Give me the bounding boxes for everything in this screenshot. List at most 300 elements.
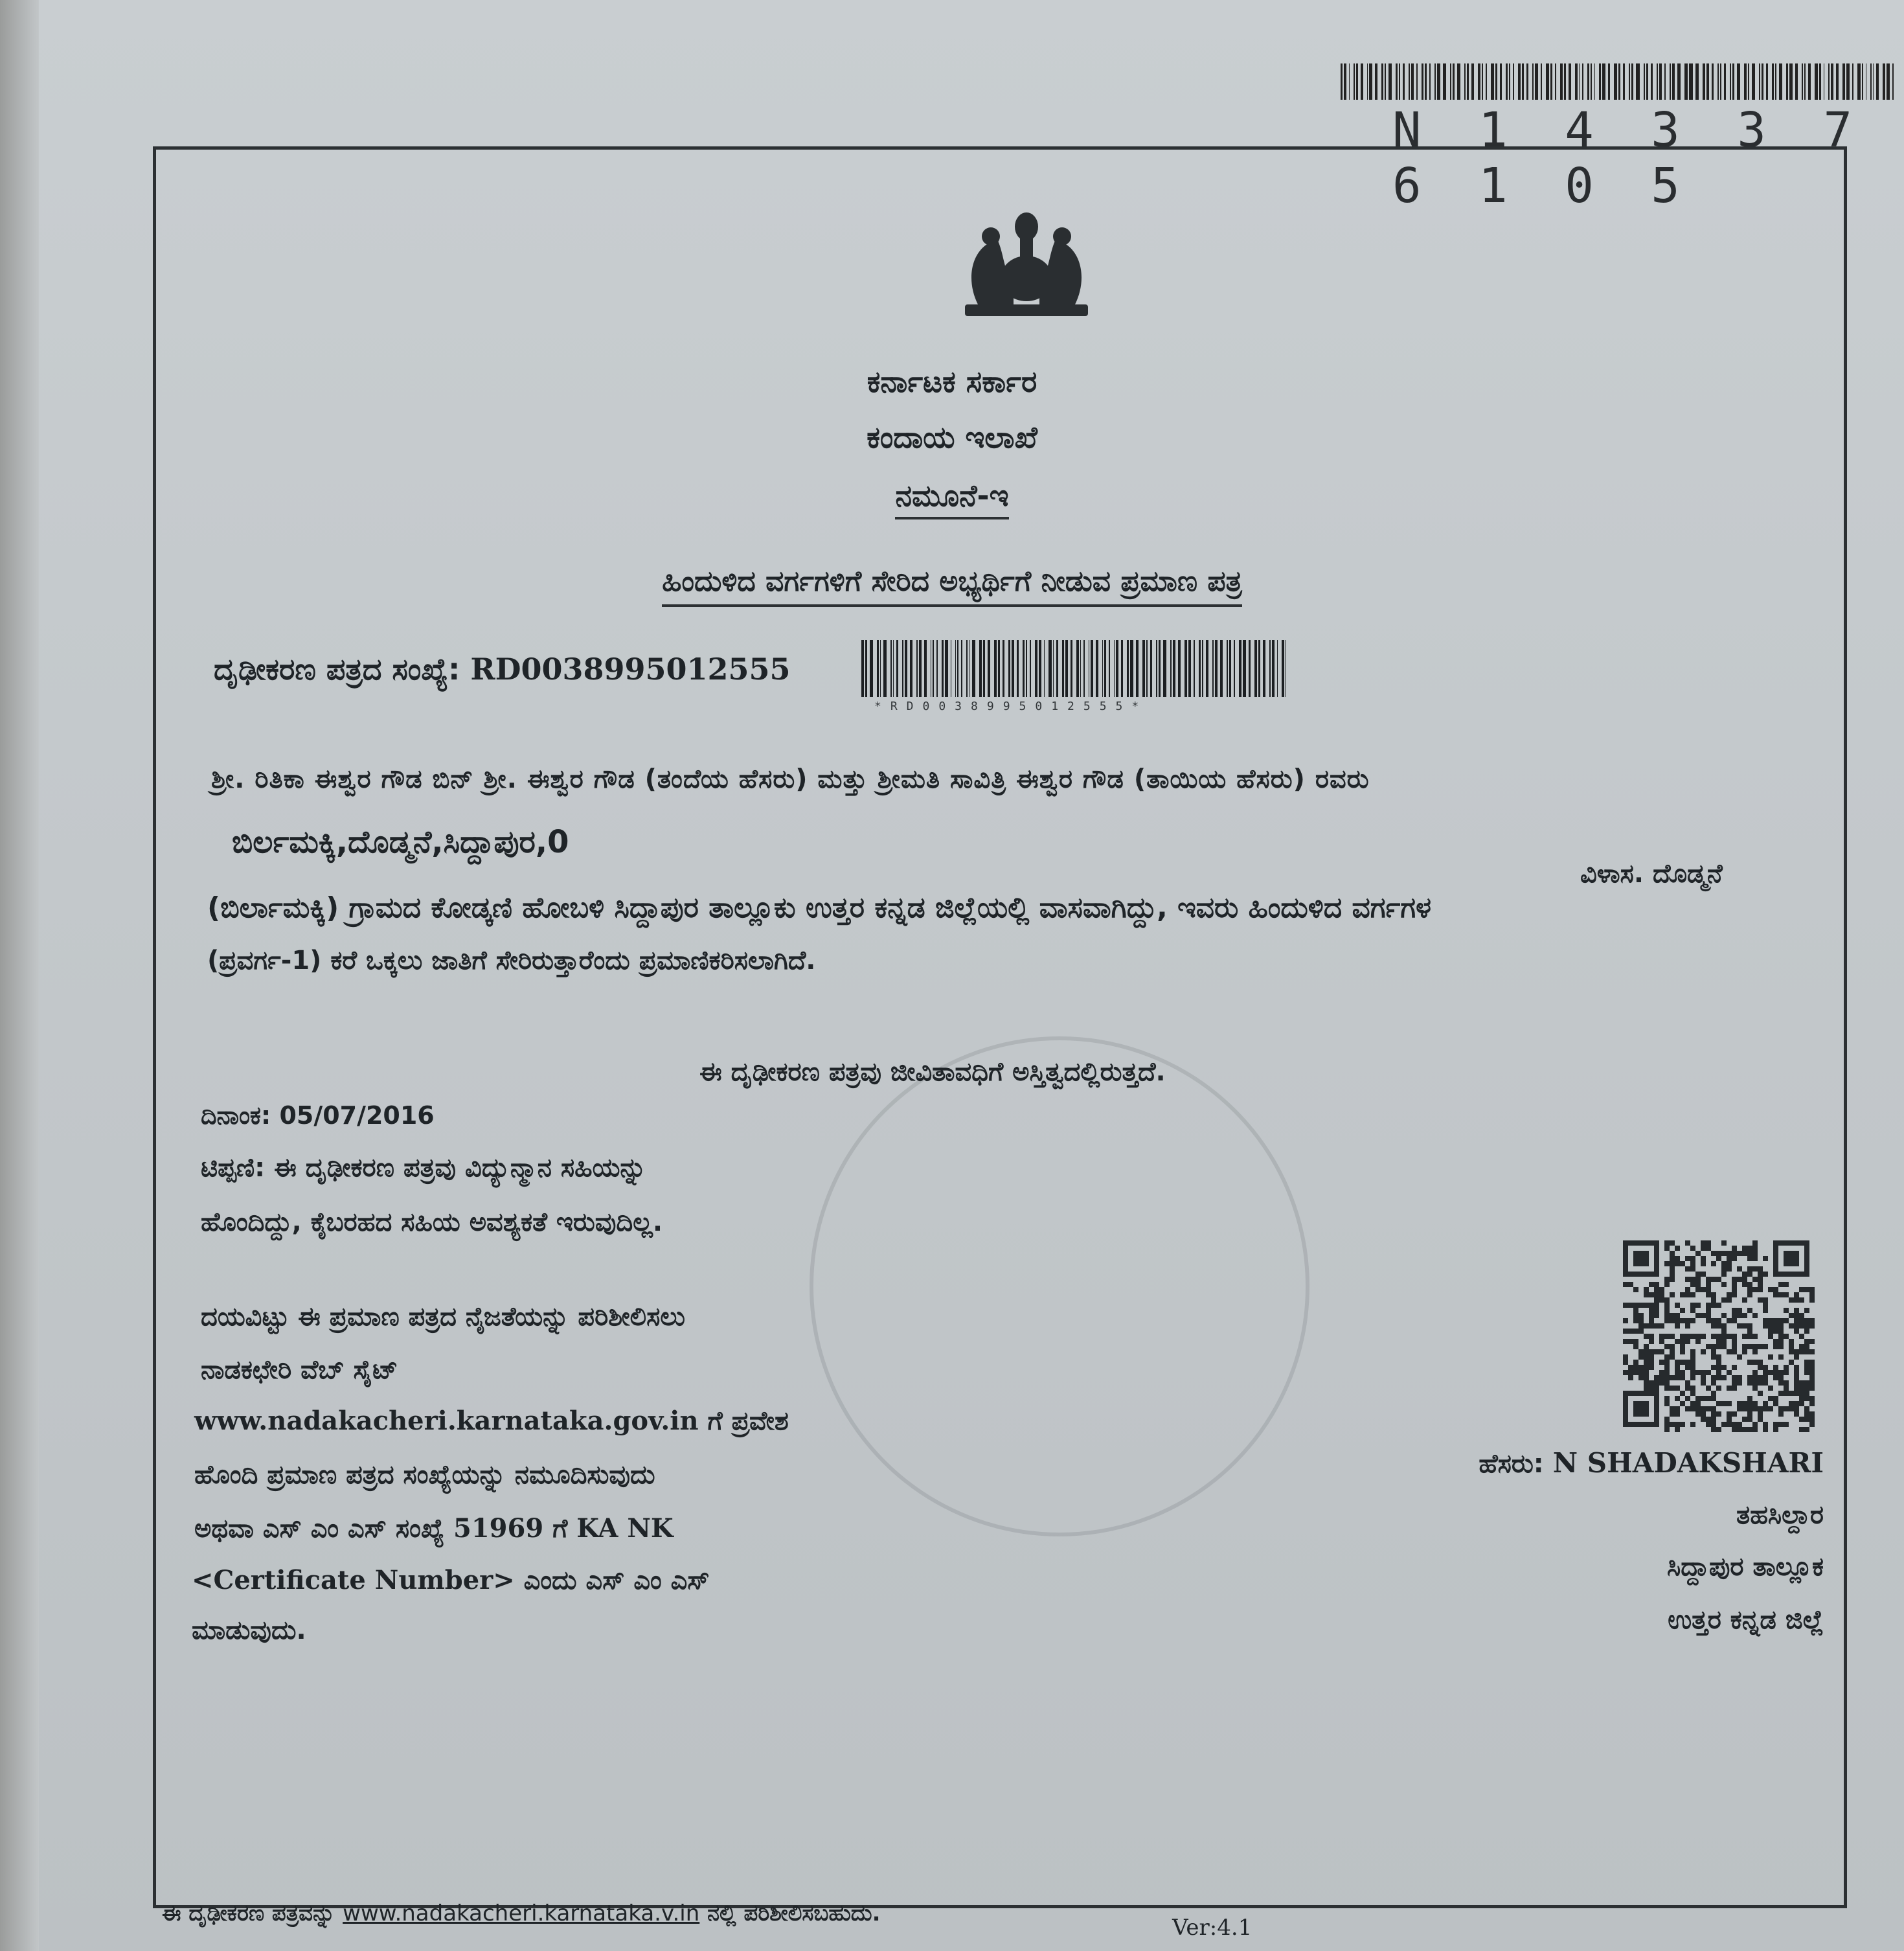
qr-module xyxy=(1644,1422,1649,1427)
qr-module xyxy=(1659,1380,1664,1386)
qr-module xyxy=(1799,1272,1804,1277)
qr-module xyxy=(1721,1282,1727,1287)
qr-module xyxy=(1644,1292,1649,1297)
qr-module xyxy=(1804,1272,1809,1277)
qr-module xyxy=(1695,1406,1701,1411)
qr-module xyxy=(1737,1401,1742,1406)
barcode-bar xyxy=(1369,63,1372,100)
qr-module xyxy=(1654,1251,1659,1256)
qr-module xyxy=(1752,1422,1758,1427)
barcode-bar xyxy=(1836,63,1839,100)
qr-module xyxy=(1778,1370,1784,1375)
certificate-number-label: ದೃಢೀಕರಣ ಪತ್ರದ ಸಂಖ್ಯೆ: xyxy=(214,652,460,687)
signatory-name-label: ಹೆಸರು: xyxy=(1479,1449,1544,1479)
barcode-bar xyxy=(1587,63,1589,100)
barcode-bar xyxy=(1229,640,1232,697)
qr-module xyxy=(1638,1401,1644,1406)
qr-module xyxy=(1732,1318,1737,1323)
qr-module xyxy=(1644,1406,1649,1411)
barcode-bar xyxy=(1486,63,1487,100)
qr-module xyxy=(1732,1344,1737,1349)
sms-number: 51969 ಗೆ KA NK xyxy=(453,1513,674,1544)
barcode-bar xyxy=(1039,640,1042,697)
qr-module xyxy=(1664,1354,1670,1360)
qr-module xyxy=(1732,1380,1737,1386)
barcode-bar xyxy=(972,640,975,697)
qr-module xyxy=(1763,1422,1768,1427)
qr-module xyxy=(1716,1427,1721,1432)
qr-module xyxy=(1664,1318,1670,1323)
qr-module xyxy=(1794,1313,1799,1318)
qr-module xyxy=(1721,1261,1727,1266)
validity-statement: ಈ ದೃಢೀಕರಣ ಪತ್ರವು ಜೀವಿತಾವಧಿಗೆ ಅಸ್ತಿತ್ವದಲ್ಲಿರುತ್ತದೆ. xyxy=(699,1057,1166,1087)
qr-module xyxy=(1695,1272,1701,1277)
barcode-bar xyxy=(1202,640,1204,697)
qr-module xyxy=(1664,1344,1670,1349)
qr-module xyxy=(1670,1313,1675,1318)
qr-module xyxy=(1628,1303,1633,1308)
barcode-bar xyxy=(1873,63,1874,100)
qr-module xyxy=(1638,1365,1644,1370)
qr-module xyxy=(1747,1292,1752,1297)
qr-module xyxy=(1742,1251,1747,1256)
qr-module xyxy=(1675,1339,1680,1344)
qr-module xyxy=(1737,1251,1742,1256)
barcode-bar xyxy=(1491,63,1494,100)
qr-module xyxy=(1763,1380,1768,1386)
qr-module xyxy=(1701,1240,1706,1246)
qr-module xyxy=(1644,1386,1649,1391)
qr-module xyxy=(1752,1406,1758,1411)
barcode-bar xyxy=(1035,640,1037,697)
barcode-bar xyxy=(1802,63,1804,100)
barcode-bar xyxy=(1008,640,1010,697)
qr-module xyxy=(1675,1406,1680,1411)
version-label: Ver:4.1 xyxy=(1172,1915,1252,1941)
qr-module xyxy=(1716,1386,1721,1391)
qr-module xyxy=(1675,1427,1680,1432)
barcode-bar xyxy=(1779,63,1782,100)
barcode-bar xyxy=(1819,63,1820,100)
qr-module xyxy=(1654,1287,1659,1292)
qr-module xyxy=(1768,1406,1773,1411)
barcode-bar xyxy=(1249,640,1251,697)
qr-module xyxy=(1768,1318,1773,1323)
qr-module xyxy=(1809,1287,1815,1292)
qr-module xyxy=(1758,1417,1763,1422)
qr-module xyxy=(1695,1401,1701,1406)
qr-module xyxy=(1773,1287,1778,1292)
qr-module xyxy=(1633,1422,1638,1427)
barcode-bar xyxy=(1509,63,1510,100)
qr-module xyxy=(1804,1370,1809,1375)
qr-module xyxy=(1706,1282,1711,1287)
qr-module xyxy=(1623,1417,1628,1422)
barcode-bar xyxy=(1717,63,1718,100)
qr-module xyxy=(1659,1297,1664,1303)
qr-module xyxy=(1773,1396,1778,1401)
qr-module xyxy=(1773,1318,1778,1323)
qr-module xyxy=(1784,1256,1789,1261)
barcode-bar xyxy=(1080,640,1081,697)
qr-module xyxy=(1789,1272,1794,1277)
qr-module xyxy=(1732,1313,1737,1318)
qr-module xyxy=(1711,1349,1716,1354)
qr-module xyxy=(1799,1334,1804,1339)
qr-module xyxy=(1664,1360,1670,1365)
barcode-bar xyxy=(1614,63,1617,100)
qr-module xyxy=(1701,1246,1706,1251)
qr-module xyxy=(1623,1354,1628,1360)
barcode-bar xyxy=(1831,63,1833,100)
note-line-1: ಟಿಪ್ಪಣಿ: ಈ ದೃಢೀಕರಣ ಪತ್ರವು ವಿದ್ಯುನ್ಮಾನ ಸಹಿಯನ್ನು xyxy=(201,1153,646,1183)
qr-module xyxy=(1675,1370,1680,1375)
qr-module xyxy=(1638,1251,1644,1256)
barcode-bar xyxy=(1388,63,1391,100)
qr-module xyxy=(1716,1256,1721,1261)
barcode-bar xyxy=(1411,63,1414,100)
footer-link[interactable]: www.nadakacheri.karnataka.v.in xyxy=(343,1900,700,1926)
qr-module xyxy=(1633,1240,1638,1246)
qr-module xyxy=(1654,1375,1659,1380)
qr-module xyxy=(1721,1375,1727,1380)
qr-module xyxy=(1727,1318,1732,1323)
qr-module xyxy=(1727,1251,1732,1256)
qr-module xyxy=(1763,1303,1768,1308)
qr-module xyxy=(1623,1246,1628,1251)
qr-module xyxy=(1680,1375,1685,1380)
qr-module xyxy=(1716,1323,1721,1329)
qr-module xyxy=(1680,1318,1685,1323)
qr-module xyxy=(1758,1287,1763,1292)
certificate-title-text: ಹಿಂದುಳಿದ ವರ್ಗಗಳಿಗೆ ಸೇರಿದ ಅಭ್ಯರ್ಥಿಗೆ ನೀಡುವ ಪ್ರಮಾಣ ಪತ್ರ xyxy=(662,565,1241,607)
barcode-bar xyxy=(1712,63,1714,100)
qr-module xyxy=(1742,1282,1747,1287)
qr-module xyxy=(1747,1272,1752,1277)
qr-module xyxy=(1675,1318,1680,1323)
qr-module xyxy=(1742,1349,1747,1354)
qr-module xyxy=(1716,1277,1721,1282)
barcode-bar xyxy=(1121,640,1123,697)
qr-module xyxy=(1732,1386,1737,1391)
qr-module xyxy=(1685,1277,1690,1282)
qr-module xyxy=(1763,1323,1768,1329)
qr-module xyxy=(1794,1354,1799,1360)
qr-module xyxy=(1763,1256,1768,1261)
qr-module xyxy=(1778,1323,1784,1329)
qr-module xyxy=(1768,1329,1773,1334)
qr-module xyxy=(1716,1318,1721,1323)
qr-module xyxy=(1685,1292,1690,1297)
qr-module xyxy=(1789,1256,1794,1261)
qr-module xyxy=(1809,1396,1815,1401)
qr-module xyxy=(1654,1266,1659,1272)
qr-module xyxy=(1758,1266,1763,1272)
barcode-bar xyxy=(1443,63,1446,100)
qr-module xyxy=(1664,1396,1670,1401)
qr-module xyxy=(1732,1411,1737,1417)
barcode-bar xyxy=(1026,640,1027,697)
qr-module xyxy=(1654,1411,1659,1417)
barcode-bar xyxy=(998,640,1000,697)
qr-module xyxy=(1649,1318,1654,1323)
qr-module xyxy=(1716,1411,1721,1417)
qr-module xyxy=(1638,1370,1644,1375)
qr-module xyxy=(1685,1266,1690,1272)
qr-module xyxy=(1659,1375,1664,1380)
qr-module xyxy=(1732,1308,1737,1313)
barcode-bar xyxy=(1048,640,1052,697)
form-name xyxy=(0,478,1904,514)
qr-module xyxy=(1752,1256,1758,1261)
barcode-bar xyxy=(1883,63,1885,100)
barcode-bar xyxy=(1629,63,1631,100)
qr-module xyxy=(1685,1380,1690,1386)
qr-module xyxy=(1695,1339,1701,1344)
qr-module xyxy=(1628,1282,1633,1287)
barcode-bar xyxy=(1173,640,1175,697)
qr-module xyxy=(1721,1401,1727,1406)
verify-line-4: ಹೊಂದಿ ಪ್ರಮಾಣ ಪತ್ರದ ಸಂಖ್ಯೆಯನ್ನು ನಮೂದಿಸುವುದು xyxy=(194,1460,655,1490)
qr-module xyxy=(1649,1240,1654,1246)
qr-module xyxy=(1727,1370,1732,1375)
barcode-bar xyxy=(1862,63,1863,100)
qr-module xyxy=(1773,1365,1778,1370)
qr-module xyxy=(1747,1287,1752,1292)
qr-module xyxy=(1804,1406,1809,1411)
qr-module xyxy=(1690,1282,1695,1287)
qr-module xyxy=(1778,1354,1784,1360)
barcode-bar xyxy=(1429,63,1431,100)
certificate-number-value: RD0038995012555 xyxy=(470,652,791,687)
qr-module xyxy=(1670,1334,1675,1339)
barcode-bar xyxy=(1163,640,1166,697)
qr-module xyxy=(1742,1246,1747,1251)
qr-module xyxy=(1804,1365,1809,1370)
barcode-bar xyxy=(994,640,997,697)
qr-module xyxy=(1752,1427,1758,1432)
barcode-bar xyxy=(955,640,956,697)
qr-module xyxy=(1670,1349,1675,1354)
barcode-bar xyxy=(1730,63,1731,100)
qr-module xyxy=(1727,1261,1732,1266)
qr-module xyxy=(1721,1339,1727,1344)
qr-module xyxy=(1695,1251,1701,1256)
qr-module xyxy=(1732,1422,1737,1427)
qr-module xyxy=(1701,1256,1706,1261)
qr-module xyxy=(1711,1261,1716,1266)
qr-module xyxy=(1809,1370,1815,1375)
qr-module xyxy=(1804,1308,1809,1313)
qr-module xyxy=(1799,1349,1804,1354)
qr-module xyxy=(1789,1344,1794,1349)
qr-module xyxy=(1664,1370,1670,1375)
qr-module xyxy=(1773,1261,1778,1266)
qr-module xyxy=(1649,1339,1654,1344)
qr-module xyxy=(1706,1246,1711,1251)
qr-module xyxy=(1701,1406,1706,1411)
certificate-border xyxy=(153,146,1847,1908)
qr-module xyxy=(1623,1411,1628,1417)
qr-module xyxy=(1654,1303,1659,1308)
qr-module xyxy=(1794,1349,1799,1354)
qr-module xyxy=(1690,1303,1695,1308)
qr-module xyxy=(1659,1334,1664,1339)
qr-module xyxy=(1690,1360,1695,1365)
qr-module xyxy=(1670,1240,1675,1246)
qr-module xyxy=(1670,1261,1675,1266)
qr-module xyxy=(1758,1360,1763,1365)
qr-module xyxy=(1670,1422,1675,1427)
qr-module xyxy=(1638,1318,1644,1323)
qr-module xyxy=(1732,1365,1737,1370)
qr-module xyxy=(1794,1386,1799,1391)
qr-module xyxy=(1670,1256,1675,1261)
barcode-bar xyxy=(1375,63,1377,100)
qr-module xyxy=(1804,1251,1809,1256)
qr-module xyxy=(1732,1246,1737,1251)
qr-module xyxy=(1747,1323,1752,1329)
signatory-name-value: N SHADAKSHARI xyxy=(1552,1447,1824,1479)
qr-module xyxy=(1711,1422,1716,1427)
qr-module xyxy=(1773,1370,1778,1375)
qr-module xyxy=(1752,1287,1758,1292)
qr-module xyxy=(1675,1360,1680,1365)
qr-module xyxy=(1752,1240,1758,1246)
qr-module xyxy=(1794,1401,1799,1406)
qr-module xyxy=(1680,1261,1685,1266)
barcode-bar xyxy=(1127,640,1129,697)
qr-module xyxy=(1623,1272,1628,1277)
barcode-bar xyxy=(1724,63,1726,100)
qr-module xyxy=(1664,1334,1670,1339)
barcode-bar xyxy=(902,640,903,697)
barcode-bar xyxy=(1579,63,1580,100)
qr-module xyxy=(1716,1251,1721,1256)
barcode-bar xyxy=(1044,640,1045,697)
barcode-bar xyxy=(1550,63,1552,100)
qr-module xyxy=(1654,1308,1659,1313)
barcode-bar xyxy=(1109,640,1110,697)
barcode-bar xyxy=(961,640,963,697)
barcode-bar xyxy=(1062,640,1064,697)
qr-module xyxy=(1747,1396,1752,1401)
qr-module xyxy=(1638,1422,1644,1427)
barcode-bar xyxy=(1532,63,1533,100)
barcode-bar xyxy=(1684,63,1688,100)
qr-module xyxy=(1763,1401,1768,1406)
qr-module xyxy=(1794,1411,1799,1417)
qr-module xyxy=(1747,1246,1752,1251)
qr-module xyxy=(1633,1391,1638,1396)
barcode-bar xyxy=(1892,63,1893,100)
qr-module xyxy=(1675,1313,1680,1318)
qr-module xyxy=(1809,1339,1815,1344)
qr-module xyxy=(1737,1354,1742,1360)
qr-module xyxy=(1773,1344,1778,1349)
barcode-bar xyxy=(1618,63,1620,100)
qr-module xyxy=(1768,1323,1773,1329)
qr-module xyxy=(1809,1422,1815,1427)
qr-module xyxy=(1742,1417,1747,1422)
qr-module xyxy=(1711,1391,1716,1396)
qr-module xyxy=(1685,1406,1690,1411)
barcode-bar xyxy=(1396,63,1398,100)
verify-line-2: ನಾಡಕಛೇರಿ ವೆಬ್ ಸೈಟ್ xyxy=(201,1355,398,1385)
barcode-bar xyxy=(1482,63,1483,100)
barcode-bar xyxy=(957,640,958,697)
barcode-bar xyxy=(966,640,967,697)
qr-module xyxy=(1794,1406,1799,1411)
qr-module xyxy=(1737,1308,1742,1313)
barcode-bar xyxy=(1786,63,1788,100)
barcode-bar xyxy=(1464,63,1466,100)
qr-module xyxy=(1695,1370,1701,1375)
serial-number: N 1 4 3 3 7 6 1 0 5 xyxy=(1392,102,1867,214)
verify-line-3 xyxy=(194,1406,789,1436)
qr-module xyxy=(1747,1344,1752,1349)
qr-module xyxy=(1644,1334,1649,1339)
qr-module xyxy=(1628,1272,1633,1277)
qr-module xyxy=(1644,1411,1649,1417)
qr-module xyxy=(1706,1396,1711,1401)
barcode-bar xyxy=(942,640,944,697)
barcode-bar xyxy=(1478,63,1480,100)
qr-module xyxy=(1778,1406,1784,1411)
qr-module xyxy=(1685,1323,1690,1329)
qr-module xyxy=(1773,1292,1778,1297)
qr-module xyxy=(1695,1277,1701,1282)
qr-module xyxy=(1778,1240,1784,1246)
qr-module xyxy=(1644,1323,1649,1329)
qr-module xyxy=(1711,1396,1716,1401)
qr-module xyxy=(1638,1272,1644,1277)
qr-module xyxy=(1675,1422,1680,1427)
barcode-bar xyxy=(1582,63,1583,100)
qr-module xyxy=(1794,1380,1799,1386)
qr-module xyxy=(1690,1386,1695,1391)
qr-module xyxy=(1747,1266,1752,1272)
verify-line-1: ದಯವಿಟ್ಟು ಈ ಪ್ರಮಾಣ ಪತ್ರದ ನೈಜತೆಯನ್ನು ಪರಿಶೀಲಿಸಲು xyxy=(201,1302,685,1332)
qr-module xyxy=(1711,1318,1716,1323)
barcode-bar xyxy=(870,640,873,697)
qr-module xyxy=(1809,1401,1815,1406)
barcode-bar xyxy=(1194,640,1195,697)
qr-module xyxy=(1752,1313,1758,1318)
barcode-bar xyxy=(1569,63,1571,100)
qr-module xyxy=(1809,1360,1815,1365)
qr-module xyxy=(1804,1339,1809,1344)
qr-module xyxy=(1789,1406,1794,1411)
qr-module xyxy=(1649,1303,1654,1308)
barcode-bar xyxy=(1518,63,1521,100)
qr-module xyxy=(1654,1391,1659,1396)
barcode-bar xyxy=(1381,63,1383,100)
signatory-role: ತಹಸಿಲ್ದಾರ xyxy=(1736,1500,1824,1530)
barcode-bar xyxy=(1053,640,1054,697)
barcode-bar xyxy=(1258,640,1261,697)
barcode-bar xyxy=(1220,640,1223,697)
barcode-bar xyxy=(1471,63,1474,100)
barcode-bar xyxy=(1269,640,1271,697)
qr-module xyxy=(1680,1349,1685,1354)
qr-module xyxy=(1654,1386,1659,1391)
qr-module xyxy=(1799,1386,1804,1391)
qr-module xyxy=(1701,1370,1706,1375)
barcode-bar xyxy=(1003,640,1004,697)
qr-module xyxy=(1649,1365,1654,1370)
qr-module xyxy=(1763,1272,1768,1277)
